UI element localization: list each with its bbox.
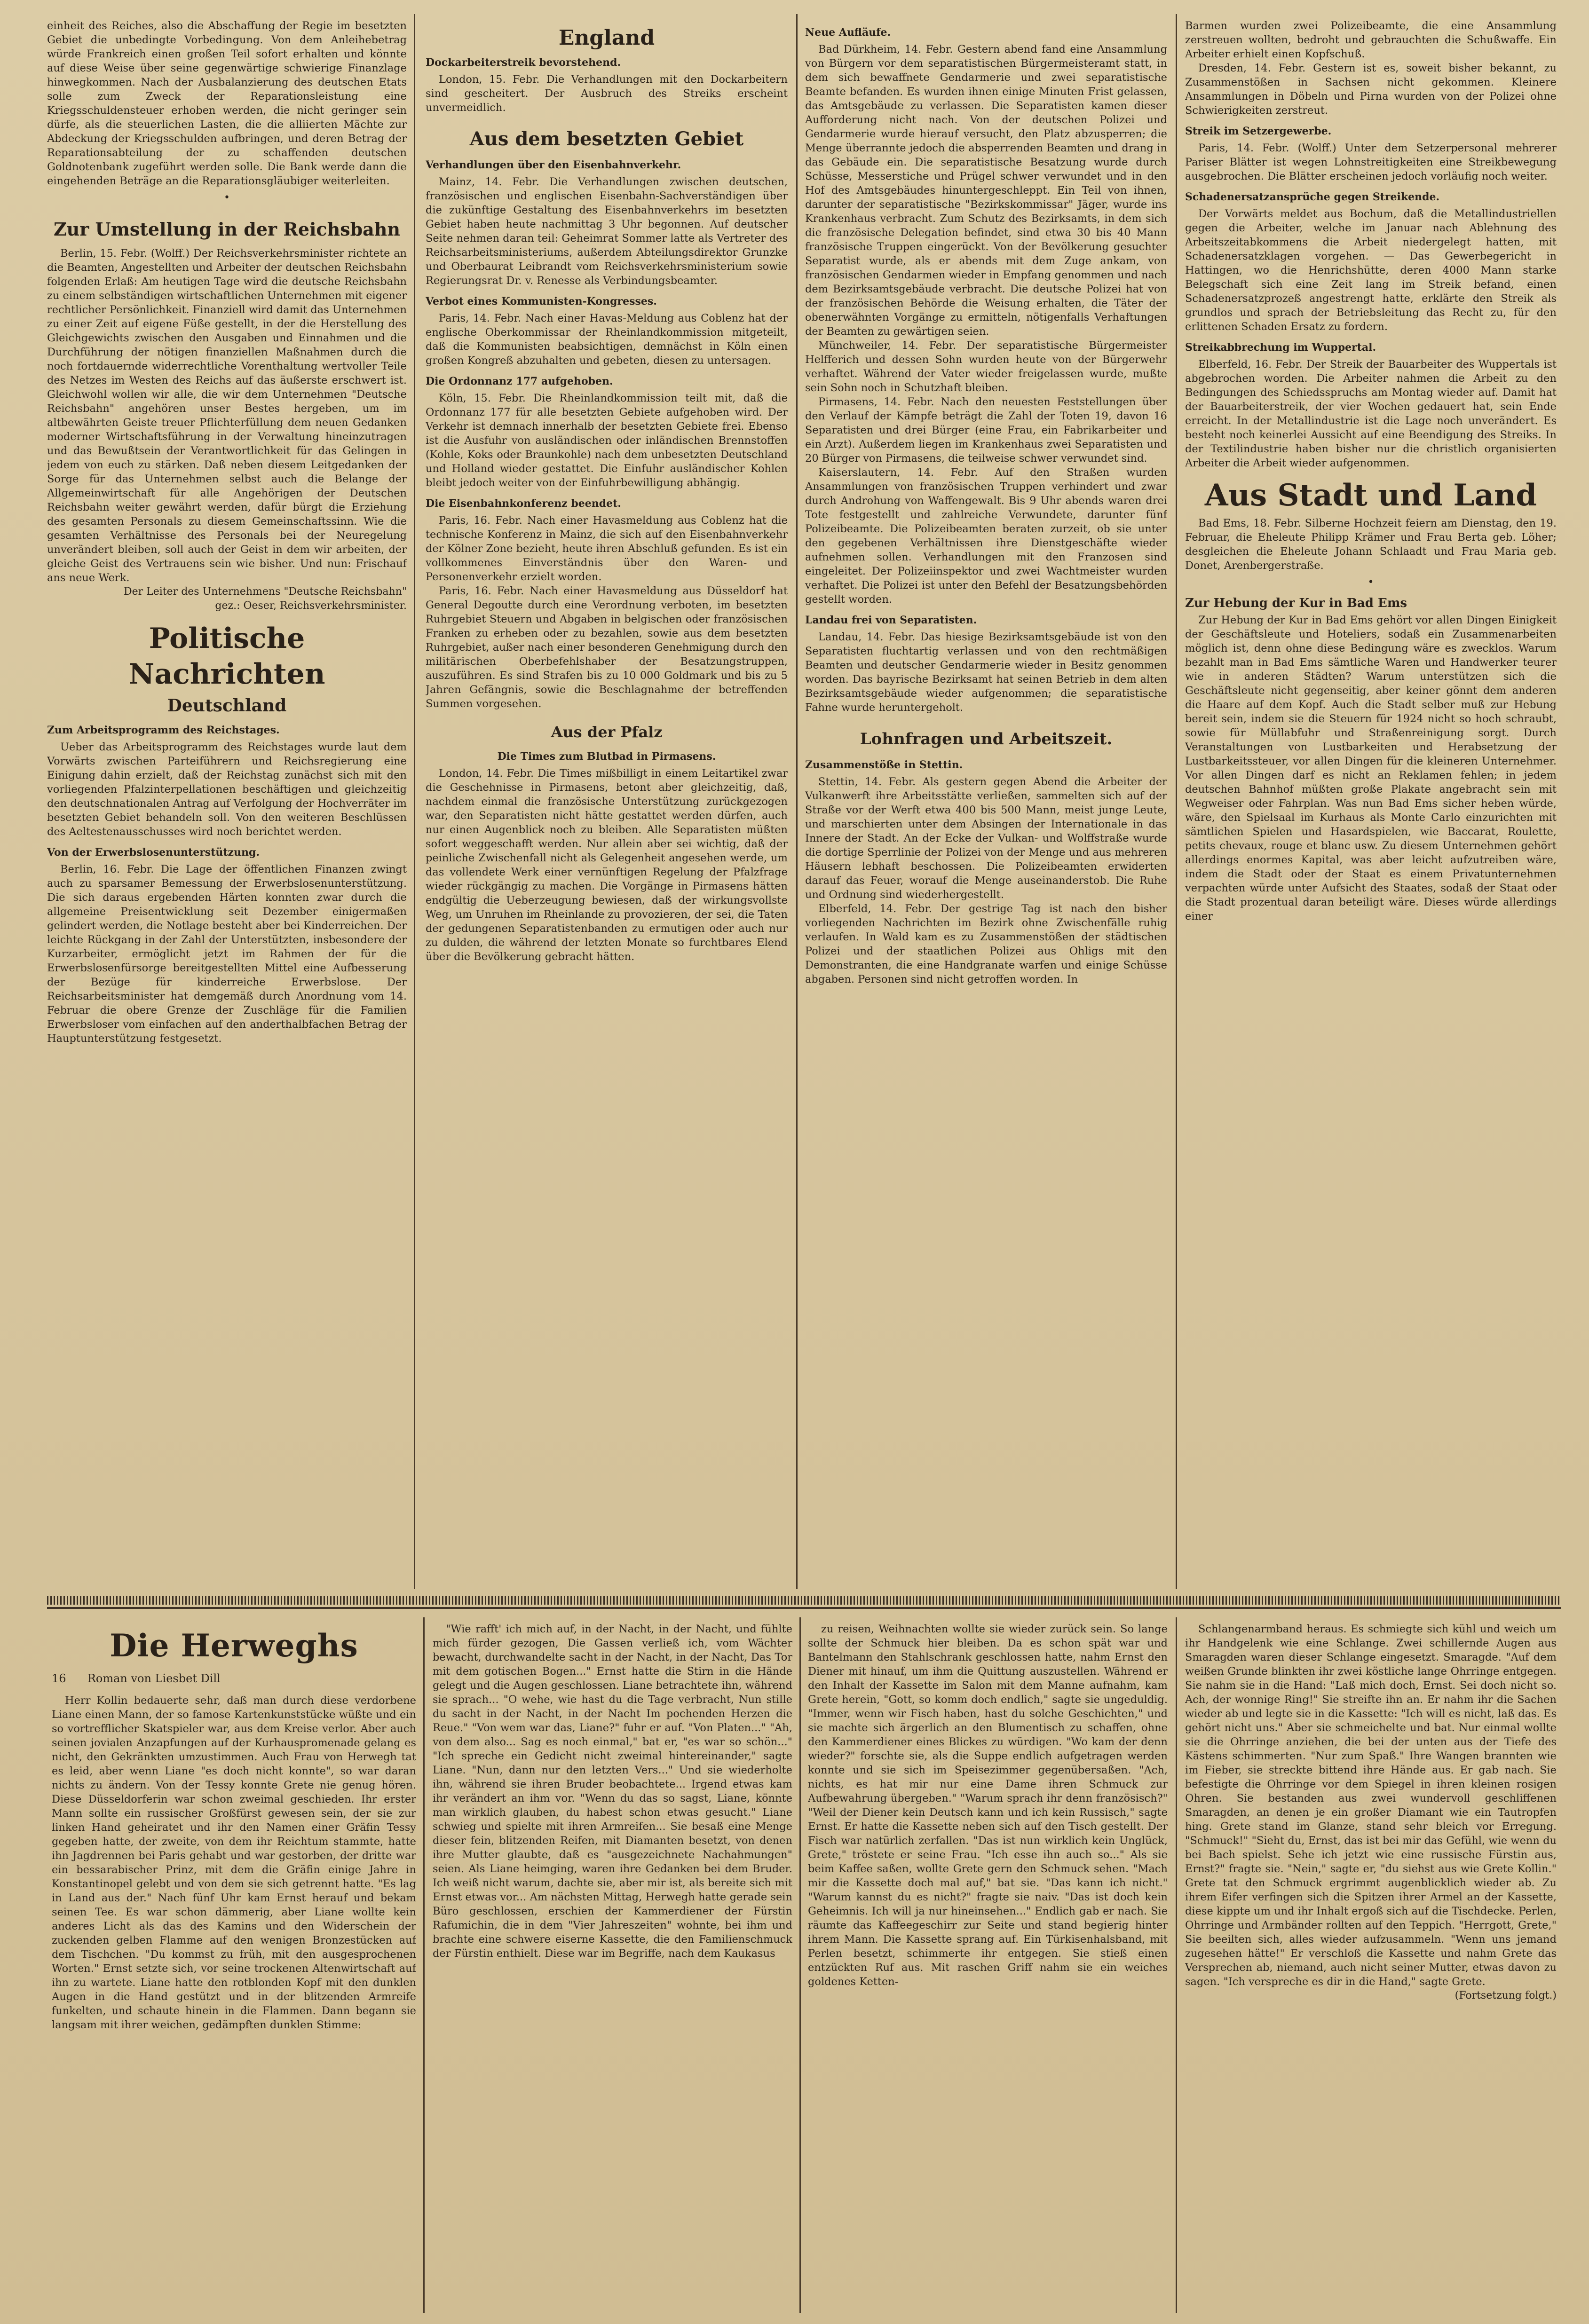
headline-ordonnanz: Die Ordonnanz 177 aufgehoben. bbox=[426, 375, 613, 387]
headline-wuppertal: Streikabbrechung im Wuppertal. bbox=[1185, 341, 1376, 354]
headline-kommunisten: Verbot eines Kommunisten-Kongresses. bbox=[426, 295, 657, 307]
article-landau: Landau, 14. Febr. Das hiesige Bezirksamtsgebäude ist von den Separatisten fluchtartig verlassen und von den rechtmäßigen Beamten und deutscher Gendarmerie wieder in Besitz genommen worden. Das bayrische Bezirksamt hat seinen Betrieb in dem alten Bezirksamtsgebäude wieder aufgenommen; die separatistische Fahne wurde heruntergeholt. bbox=[805, 631, 1167, 714]
separator-dot: • bbox=[1368, 576, 1374, 588]
article-eisenbahn: Mainz, 14. Febr. Die Verhandlungen zwischen deutschen, französischen und englischen Eisenbahn-Sachverständigen über die zukünftige Gestaltung des Eisenbahnverkehrs im besetzten Gebiet haben heute nachmittag 3 Uhr begonnen. Auf deutscher Seite nehmen daran teil: Geheimrat Sommer latte als Vertreter des Reichsarbeitsministeriums, außerdem Abteilungsdirektor Grunzke und Oberbaurat Leibrandt vom Reichsverkehrsministerium sowie Regierungsrat Dr. v. Renesse als Verbindungsbeamter. bbox=[426, 176, 788, 287]
headline-hebung: Zur Hebung der Kur in Bad Ems bbox=[1185, 596, 1407, 610]
column-rule bbox=[1176, 14, 1177, 1589]
novel-text-4: Schlangenarmband heraus. Es schmiegte sich kühl und weich um ihr Handgelenk wie eine Schlange. Zwei schillernde Augen aus Smaragden waren dieser Schlange eingesetzt. Smaragde. "Auf dem weißen Grunde blinkten ihr zwei köstliche lange Ohrringe entgegen. Sie nahm sie in die Hand: "Laß mich doch, Ernst. Sei doch nicht so. Ach, der wonnige Ring!" Sie streifte ihn an. Er nahm ihr die Sachen wieder ab und legte sie in die Kassette: "Ich will es nicht, laß das. Es gehört nicht uns." Aber sie schmeichelte und bat. Nur einmal wollte sie die Ohrringe anziehen, die bei der unten aus der Tiefe des Kästens schimmerten. "Nur zum Spaß." Ihre Wangen brannten wie im Fieber, sie streckte bittend ihre Hände aus. Er gab nach. Sie befestigte die Ohrringe vor dem Spiegel in ihren kleinen rosigen Ohren. Sie bestanden aus zwei wundervoll geschliffenen Smaragden, an denen je ein großer Diamant wie ein Tautropfen hing. Grete stand im Glanze, stand sehr bleich vor Erregung. "Schmuck!" "Sieht du, Ernst, das ist bei mir das Gefühl, wie wenn du bei Bach spielst. Sehe ich jetzt wie eine russische Fürstin aus, Ernst?" fragte sie. "Nein," sagte er, "du siehst aus wie Grete Kollin." Grete tat den Schmuck ergrimmt augenblicklich wieder ab. Zu ihrem Eifer verfingen sich die Spitzen ihrer Armel an der Kassette, diese kippte um und ihr Inhalt ergoß sich auf die Tischdecke. Perlen, Ohrringe und Armbänder rollten auf den Teppich. "Herrgott, Grete," Sie beeilten sich, alles wieder aufzusammeln. "Wenn uns jemand zugesehen hätte!" Er verschloß die Kassette und nahm Grete das Versprechen ab, niemand, auch nicht seiner Mutter, etwas davon zu sagen. "Ich verspreche es dir in die Hand," sagte Grete. bbox=[1185, 1623, 1557, 1988]
article-wuppertal: Elberfeld, 16. Febr. Der Streik der Bauarbeiter des Wuppertals ist abgebrochen worden. Die Arbeiter nahmen die Arbeit zu den Bedingungen des Schiedsspruchs am Montag wieder auf. Damit hat der Bauarbeiterstreik, der vier Wochen gedauert hat, sein Ende erreicht. In der Metallindustrie ist die Lage noch unverändert. Es besteht noch keinerlei Aussicht auf eine Beendigung des Streiks. In der Textilindustrie haben bisher nur die christlich organisierten Arbeiter die Arbeit wieder aufgenommen. bbox=[1185, 358, 1557, 469]
feuilleton-column-3 bbox=[808, 1622, 1168, 2318]
article-ordonnanz: Köln, 15. Febr. Die Rheinlandkommission teilt mit, daß die Ordonnanz 177 für alle besetzten Gebiete aufgehoben wird. Der Verkehr ist demnach innerhalb der besetzten Gebiete frei. Ebenso ist die Ausfuhr von ausländischen oder inländischen Brennstoffen (Kohle, Koks oder Braunkohle) nach dem unbesetzten Deutschland und Holland wieder gestattet. Die Einfuhr ausländischer Kohlen bleibt jedoch weiter von der Einfuhrbewilligung abhängig. bbox=[426, 392, 788, 489]
feuilleton-column-1 bbox=[52, 1617, 416, 2318]
headline-landau: Landau frei von Separatisten. bbox=[805, 614, 977, 626]
article-continuation-barmen: Barmen wurden zwei Polizeibeamte, die eine Ansammlung zerstreuen wollten, bedroht und gebrauchten die Schußwaffe. Ein Arbeiter erhielt einen Kopfschuß. bbox=[1185, 20, 1557, 60]
headline-stettin: Zusammenstöße in Stettin. bbox=[805, 759, 963, 771]
article-times: London, 14. Febr. Die Times mißbilligt in einem Leitartikel zwar die Geschehnisse in Pirmasens, betont aber gleichzeitig, daß, nachdem einmal die französische Unterstützung zurückgezogen war, den Separatisten nicht hätte gestattet werden dürfen, auch nur einen Augenblick noch zu bleiben. Alle Separatisten müßten sofort weggeschafft werden. Nur allein aber sei wichtig, daß der peinliche Zwischenfall nicht als Gelegenheit angesehen werde, um das vollendete Werk einer vernünftigen Regelung der Pfalzfrage wieder rückgängig zu machen. Die Vorgänge in Pirmasens hätten endgültig die Ueberzeugung bewiesen, daß der wirkungsvollste Weg, um Unruhen im Rheinlande zu provozieren, der sei, die Taten der gedungenen Separatistenbanden zu ermutigen oder auch nur zu dulden, die während der letzten Monate so furchtbares Elend über die Bevölkerung gebracht hätten. bbox=[426, 767, 788, 963]
novel-author: Roman von Liesbet Dill bbox=[87, 1672, 221, 1685]
article-reichsbahn: Berlin, 15. Febr. (Wolff.) Der Reichsverkehrsminister richtete an die Beamten, Angestellten und Arbeiter der deutschen Reichsbahn folgenden Erlaß: Am heutigen Tage wird die deutsche Reichsbahn zu einem selbständigen wirtschaftlichen Unternehmen mit eigener rechtlicher Persönlichkeit. Finanziell wird damit das Unternehmen zu einer Zeit auf eigene Füße gestellt, in der die Herstellung des Gleichgewichts zwischen den Ausgaben und Einnahmen und die Durchführung der nötigen finanziellen Maßnahmen durch die noch fortdauernde widerrechtliche Vorenthaltung wertvoller Teile des Netzes im Westen des Reichs auf das äußerste erschwert ist. Gleichwohl wollen wir alle, die wir dem Unternehmen "Deutsche Reichsbahn" angehören unser Bestes hergeben, um im altbewährten Geiste treuer Pflichterfüllung dem neuen Gedanken moderner Wirtschaftsführung in der Verwaltung hineinzutragen und das Bewußtsein der Verantwortlichkeit für das Gelingen in jedem von euch zu stärken. Daß neben diesem Leitgedanken der Sorge für das Unternehmen selbst auch die Belange der Allgemeinwirtschaft für alle Angehörigen der Deutschen Reichsbahn weiter gewährt werden, dafür bürgt die Erziehung des gesamten Personals zu diesem Gemeinschaftssinn. Wie die gesamten Verhältnisse des Personals bei der Neuregelung unverändert bleiben, soll auch der Geist in dem wir arbeiten, der gleiche Geist des Vertrauens sein wie bisher. Und nun: Frischauf ans neue Werk. bbox=[47, 247, 407, 584]
article-hebung: Zur Hebung der Kur in Bad Ems gehört vor allen Dingen Einigkeit der Geschäftsleute und Hoteliers, sodaß ein Zusammenarbeiten möglich ist, denn ohne diese Bedingung wäre es zwecklos. Warum bezahlt man in Bad Ems sämtliche Waren und Handwerker teurer wie in anderen Städten? Warum unterstützen sich die Geschäftsleute nicht gegenseitig, aber keiner gönnt dem anderen die Haare auf dem Kopf. Auch die Stadt selber muß zur Hebung bereit sein, indem sie die Steuern für 1924 nicht so hoch schraubt, sowie für Müllabfuhr und Straßenreinigung sorgt. Durch Veranstaltungen von Lustbarkeiten und Herabsetzung der Lustbarkeitssteuer, vor allen Dingen für die kleineren Unternehmer. Vor allen Dingen darf es nicht an Reklamen fehlen; in jedem deutschen Bahnhof müßten große Plakate angebracht sein mit Wegweiser oder Fahrplan. Was nun Bad Ems sicher heben würde, wäre, den Spielsaal im Kurhaus als Monte Carlo einzurichten mit sämtlichen Spielen und Hasardspielen, wie Baccarat, Roulette, petits chevaux, rouge et blanc usw. Zu diesem Unternehmen gehört allerdings enormes Kapital, was aber leicht aufzutreiben wäre, indem die Stadt oder der Staat es einem Privatunternehmen verpachten würde unter Aufsicht des Staates, sodaß der Staat oder die Stadt prozentual daran beteiligt wäre. Dieses würde allerdings einer bbox=[1185, 614, 1557, 922]
article-elberfeld: Elberfeld, 14. Febr. Der gestrige Tag ist nach den bisher vorliegenden Nachrichten im Bezirk ohne Zwischenfälle ruhig verlaufen. In Wald kam es zu Zusammenstößen der städtischen Polizei und der staatlichen Polizei aus Ohligs mit den Demonstranten, die eine Handgranate warfen und einige Schüsse abgaben. Personen sind nicht getroffen worden. In bbox=[805, 903, 1167, 985]
article-bad-ems: Bad Ems, 18. Febr. Silberne Hochzeit feiern am Dienstag, den 19. Februar, die Eheleute Philipp Krämer und Frau Berta geb. Löher; desgleichen die Eheleute Johann Schlaadt und Frau Maria geb. Donet, Arenbergerstraße. bbox=[1185, 517, 1557, 572]
article-stettin: Stettin, 14. Febr. Als gestern gegen Abend die Arbeiter der Vulkanwerft ihre Arbeitsstätte verließen, sammelten sich auf der Straße vor der Werft etwa 400 bis 500 Mann, meist junge Leute, und marschierten unter dem Absingen der Internationale in das Innere der Stadt. An der Ecke der Vulkan- und Wolffstraße wurde die dortige Sperrlinie der Polizei von der Menge und aus mehreren Häusern lebhaft beschossen. Die Polizeibeamten erwiderten darauf das Feuer, worauf die Menge auseinanderstob. Die Ruhe und Ordnung sind wiederhergestellt. bbox=[805, 776, 1167, 901]
headline-schaden: Schadenersatzansprüche gegen Streikende. bbox=[1185, 191, 1440, 203]
headline-erwerbslosen: Von der Erwerbslosenunterstützung. bbox=[47, 846, 260, 859]
headline-times: Die Times zum Blutbad in Pirmasens. bbox=[497, 750, 716, 763]
headline-eisenbahn: Verhandlungen über den Eisenbahnverkehr. bbox=[426, 159, 681, 171]
novel-title: Die Herweghs bbox=[110, 1627, 358, 1664]
article-kaiserslautern: Kaiserslautern, 14. Febr. Auf den Straßen wurden Ansammlungen von französischen Truppen verhindert und zwar durch Androhung von Waffengewalt. Bis 9 Uhr abends waren drei Tote festgestellt und zahlreiche Verwundete, darunter fünf Polizeibeamte. Die Polizeibeamten beraten zurzeit, ob sie unter den gegebenen Verhältnissen ihre Dienstgeschäfte wieder aufnehmen sollen. Verhandlungen mit den Franzosen sind eingeleitet. Der Polizeiinspektor und zwei Wachtmeister wurden verhaftet. Die Polizei ist unter den Befehl der Besatzungsbehörden gestellt worden. bbox=[805, 466, 1167, 606]
column-rule bbox=[799, 1617, 801, 2313]
headline-neue: Neue Aufläufe. bbox=[805, 26, 891, 39]
column-4 bbox=[1185, 19, 1557, 1589]
novel-text-1: Herr Kollin bedauerte sehr, daß man durch diese verdorbene Liane einen Mann, der so famose Kartenkunststücke wüßte und ein so vortrefflicher Skatspieler war, aus dem Kreise verlor. Aber auch seinen jovialen Anzapfungen auf der Kurhauspromenade gelang es nicht, den Gekränkten umzustimmen. Auch Frau von Herwegh tat es leid, aber wenn Liane "es doch nicht konnte", so war daran nichts zu ändern. Von der Tessy konnte Grete nie genug hören. Diese Düsseldorferin war schon zweimal geschieden. Ihr erster Mann sollte ein russischer Großfürst gewesen sein, der sie zur linken Hand geheiratet und ihr den Namen einer Gräfin Tessy gegeben hatte, der zweite, von dem ihr Reichtum stammte, hatte ihn Jagdrennen bei Paris gehabt und war gestorben, der dritte war ein bessarabischer Prinz, mit dem die Gräfin einige Jahre in Konstantinopel gelebt und von dem sie sich getrennt hatte. "Es lag in Land aus der." Nach fünf Uhr kam Ernst herauf und bekam seinen Tee. Es war schon dämmerig, aber Liane wollte kein anderes Licht als das des Kamins und den Widerschein der zuckenden gelben Flamme auf den wenigen Bronzestücken auf dem Tischchen. "Du kommst zu früh, mit den ausgesprochenen Worten." Ernst setzte sich, vor seine trockenen Altenwirtschaft auf ihn zu wartete. Liane hatte den rotblonden Kopf mit den dunklen Augen in die Hand gestützt und in der blitzenden Armreife funkelten, und schaute hinein in die Flammen. Dann begann sie langsam mit ihrer weichen, gedämpften dunklen Stimme: bbox=[52, 1694, 416, 2031]
section-rule bbox=[47, 1607, 1561, 1609]
headline-pfalz: Aus der Pfalz bbox=[551, 723, 663, 741]
article-schaden: Der Vorwärts meldet aus Bochum, daß die Metallindustriellen gegen die Arbeiter, welche im Januar nach Ablehnung des Arbeitszeitabkommens die Arbeit niedergelegt hatten, mit Schadenersatzklagen vorgehen. — Das Gewerbegericht in Hattingen, wo die Henrichshütte, deren 4000 Mann starke Belegschaft sich eine Zeit lang im Streik befand, einen Schadenersatzprozeß angestrengt hatte, erklärte den Streik als grundlos und sprach der Betriebsleitung das Recht zu, für den erlittenen Schaden Ersatz zu fordern. bbox=[1185, 208, 1557, 333]
article-konferenz-2: Paris, 16. Febr. Nach einer Havasmeldung aus Düsseldorf hat General Degoutte durch eine Verordnung verboten, im besetzten Ruhrgebiet Steuern und Abgaben in belgischen oder französischen Franken zu erheben oder zu bezahlen, sowie aus dem besetzten Ruhrgebiet, außer nach einer besonderen Genehmigung durch den militärischen Oberbefehlshaber der Besatzungstruppen, auszuführen. Es sind Strafen bis zu 10 000 Goldmark und bis zu 5 Jahren Gefängnis, sowie die Beschlagnahme der betreffenden Summen vorgesehen. bbox=[426, 585, 788, 710]
headline-reichsbahn: Zur Umstellung in der Reichsbahn bbox=[53, 219, 401, 240]
article-arbeitsprogramm: Ueber das Arbeitsprogramm des Reichstages wurde laut dem Vorwärts zwischen Parteiführern und Reichsregierung eine Einigung dahin erzielt, daß der Reichstag zunächst sich mit den vorliegenden Pfalzinterpellationen beschäftigen und gleichzeitig den deutschnationalen Antrag auf Verfolgung der Hochverräter im besetzten Gebiet behandeln soll. Von den weiteren Beschlüssen des Aeltestenausschusses wird noch berichtet werden. bbox=[47, 741, 407, 838]
article-dock: London, 15. Febr. Die Verhandlungen mit den Dockarbeitern sind gescheitert. Der Ausbruch des Streiks erscheint unvermeidlich. bbox=[426, 73, 788, 114]
headline-lohn: Lohnfragen und Arbeitszeit. bbox=[860, 730, 1113, 748]
headline-konferenz: Die Eisenbahnkonferenz beendet. bbox=[426, 497, 621, 510]
continuation-note: (Fortsetzung folgt.) bbox=[1455, 1990, 1557, 2001]
column-rule bbox=[796, 14, 798, 1589]
article-setzer: Paris, 14. Febr. (Wolff.) Unter dem Setzerpersonal mehrerer Pariser Blätter ist wegen Lohnstreitigkeiten eine Streikbewegung ausgebrochen. Die Blätter erscheinen jedoch vorläufig noch weiter. bbox=[1185, 142, 1557, 182]
article-dresden: Dresden, 14. Febr. Gestern ist es, soweit bisher bekannt, zu Zusammenstößen in Sachsen nicht gekommen. Kleinere Ansammlungen in Döbeln und Pirna wurden von der Polizei ohne Schwierigkeiten zerstreut. bbox=[1185, 62, 1557, 117]
headline-arbeitsprogramm: Zum Arbeitsprogramm des Reichstages. bbox=[47, 724, 280, 736]
column-3 bbox=[805, 19, 1167, 1589]
feuilleton-column-2 bbox=[433, 1622, 792, 2318]
headline-besetzt: Aus dem besetzten Gebiet bbox=[469, 128, 744, 150]
column-2 bbox=[426, 19, 788, 1589]
novel-text-3: zu reisen, Weihnachten wollte sie wieder zurück sein. So lange sollte der Schmuck hier bleiben. Da es schon spät war und Bantelmann den Stahlschrank geschlossen hatte, nahm Ernst den Diener mit hinauf, um ihm die Quittung auszustellen. Während er den Inhalt der Kassette im Salon mit dem Manne aufnahm, kam Grete herein, "Gott, so komm doch endlich," sagte sie ungeduldig. "Immer, wenn wir Fisch haben, hast du solche Geschichten," und sie machte sich ärgerlich an den Blumentisch zu schaffen, ohne den Kammerdiener eines Blickes zu würdigen. "Wo kam der denn wieder?" forschte sie, als die Suppe endlich aufgetragen werden konnte und sie sich im Speisezimmer gegenübersaßen. "Ach, nichts, es hat mir nur eine Dame ihren Schmuck zur Aufbewahrung übergeben." "Warum sprach ihr denn französisch?" "Weil der Diener kein Deutsch kann und ich kein Russisch," sagte Ernst. Er hatte die Kassette neben sich auf den Tisch gestellt. Der Fisch war natürlich zerfallen. "Das ist nun wirklich kein Unglück, Grete," tröstete er seine Frau. "Ich esse ihn auch so..." Als sie beim Kaffee saßen, wollte Grete gern den Schmuck sehen. "Mach mir die Kassette doch mal auf," bat sie. "Das kann ich nicht." "Warum kannst du es nicht?" fragte sie naiv. "Das ist doch kein Geheimnis. Ich will ja nur hineinsehen..." Endlich gab er nach. Sie räumte das Kaffeegeschirr zur Seite und stand begierig hinter ihrem Mann. Die Kassette sprang auf. Ein Türkisenhalsband, mit Perlen besetzt, schimmerte ihr entgegen. Sie stieß einen entzückten Ruf aus. Mit raschen Griff nahm sie ein weiches goldenes Ketten- bbox=[808, 1623, 1168, 1988]
episode-number: 16 bbox=[52, 1672, 66, 1685]
headline-dock: Dockarbeiterstreik bevorstehend. bbox=[426, 56, 621, 69]
section-heading-stadt-land: Aus Stadt und Land bbox=[1204, 478, 1537, 513]
section-divider bbox=[47, 1596, 1561, 1605]
article-konferenz: Paris, 16. Febr. Nach einer Havasmeldung aus Coblenz hat die technische Konferenz in Mainz, die sich auf den Eisenbahnverkehr der Kölner Zone bezieht, heute ihren Abschluß gefunden. Es ist ein vollkommenes Einverständnis über den Waren- und Personenverkehr erzielt worden. bbox=[426, 514, 788, 583]
column-rule bbox=[423, 1617, 425, 2313]
novel-byline bbox=[52, 1671, 416, 1686]
section-heading-england: England bbox=[558, 26, 655, 50]
article-muenchweiler: Münchweiler, 14. Febr. Der separatistische Bürgermeister Helfferich und dessen Sohn wurden heute von der Bürgerwehr verhaftet. Während der Vater wieder freigelassen wurde, mußte sein Sohn noch in Schutzhaft bleiben. bbox=[805, 339, 1167, 394]
headline-setzer: Streik im Setzergewerbe. bbox=[1185, 125, 1332, 137]
column-rule bbox=[414, 14, 415, 1589]
signature-line-1: Der Leiter des Unternehmens "Deutsche Reichsbahn" bbox=[123, 586, 407, 598]
subsection-heading-germany: Deutschland bbox=[167, 696, 287, 716]
article-neue: Bad Dürkheim, 14. Febr. Gestern abend fand eine Ansammlung von Bürgern vor dem separatistischen Bürgermeisteramt statt, in dem sich bewaffnete Gendarmerie und zwei separatistische Beamte befanden. Es wurden ihnen einige Minuten Frist gelassen, das Amtsgebäude zu verlassen. Die Separatisten kamen dieser Aufforderung nicht nach. Von der deutschen Polizei und Gendarmerie wurde hierauf versucht, den Platz abzusperren; die Menge überrannte jedoch die absperrenden Beamten und drang in das Gebäude ein. Die separatistische Besatzung wurde durch Schüsse, Messerstiche und Prügel schwer verwundet und in den Hof des Amtsgebäudes hinuntergeschleppt. Ein Teil von ihnen, darunter der separatistische "Bezirkskommissar" Jäger, wurde ins Krankenhaus verbracht. Zum Schutz des Bezirksamts, in dem sich die französische Delegation befindet, sind etwa 30 bis 40 Mann französische Truppen eingerückt. Von der Bevölkerung gesuchter Separatist wurde, als er abends mit dem Zuge ankam, von französischen Gendarmen wieder in Empfang genommen und nach dem Bezirksamtsgebäude verbracht. Die deutsche Polizei hat von der französischen Behörde die Weisung erhalten, die Täter der obenerwähnten Vorgänge zu ermitteln, nötigenfalls Verhaftungen der Beamten zu gewärtigen seien. bbox=[805, 43, 1167, 338]
column-1 bbox=[47, 19, 407, 1589]
column-rule bbox=[1176, 1617, 1177, 2313]
signature-line-2: gez.: Oeser, Reichsverkehrsminister. bbox=[215, 600, 407, 612]
feuilleton-column-4 bbox=[1185, 1622, 1557, 2318]
section-heading-politics: Politische Nachrichten bbox=[128, 622, 325, 691]
article-continuation: einheit des Reiches, also die Abschaffung der Regie im besetzten Gebiet die unbedingte Vorbedingung. Von dem Anleihebetrag würde Frankreich einen großen Teil sofort erhalten und könnte auf diese Weise über seine gegenwärtige schwierige Finanzlage hinwegkommen. Nach der Ausbalanzierung des deutschen Etats solle zum Zweck der Reparationsleistung eine Kriegsschuldensteuer erhoben werden, die nicht geringer sein dürfe, als die steuerlichen Lasten, die die alliierten Mächte zur Abdeckung der Kriegsschulden aufbringen, und deren Betrag der Reparationsabteilung der zu schaffenden deutschen Goldnotenbank zugeführt werden solle. Die Bank werde dann die eingehenden Beträge an die Reparationsgläubiger weiterleiten. bbox=[47, 20, 407, 187]
article-kommunisten: Paris, 14. Febr. Nach einer Havas-Meldung aus Coblenz hat der englische Oberkommissar der Rheinlandkommission mitgeteilt, daß die Kommunisten beabsichtigen, demnächst in Köln einen großen Kongreß abzuhalten und gebeten, diesen zu untersagen. bbox=[426, 312, 788, 367]
separator-dot: • bbox=[224, 192, 230, 204]
novel-text-2: "Wie rafft' ich mich auf, in der Nacht, in der Nacht, und fühlte mich fürder gezogen, Die Gassen verließ ich, vom Wächter bewacht, durchwandelte sacht in der Nacht, in der Nacht, Das Tor mit dem gotischen Bogen..." Ernst hatte die Stirn in die Hände gelegt und die Augen geschlossen. Liane betrachtete ihn, während sie sprach... "O wehe, wie hast du die Tage verbracht, Nun stille du sacht in der Nacht, in der Nacht Im pochenden Herzen die Reue." "Von wem war das, Liane?" fuhr er auf. "Von Platen..." "Ah, von dem also... Sag es noch einmal," bat er, "es war so schön..." "Ich spreche ein Gedicht nicht zweimal hintereinander," sagte Liane. "Nun, dann nur den letzten Vers..." Und sie wiederholte ihn, während sie ihren Bruder beobachtete... Irgend etwas kam ihr verändert an ihm vor. "Wenn du das so sagst, Liane, könnte man wirklich glauben, du habest schon etwas gesucht." Liane schwieg und spielte mit ihren Armreifen... Sie besaß eine Menge dieser fein, blitzenden Reifen, mit Diamanten besetzt, von denen ihre Mutter glaubte, daß es "ausgezeichnete Nachahmungen" seien. Als Liane heimging, waren ihre Gedanken bei dem Bruder. Ich weiß nicht warum, dachte sie, aber mir ist, als bereite sich mit Ernst etwas vor... Am nächsten Mittag, Herwegh hatte gerade sein Büro geschlossen, erschien der Kammerdiener der Fürstin Rafumichin, die in dem "Vier Jahreszeiten" wohnte, bei ihm und brachte eine schwere eiserne Kassette, die den Familienschmuck der Fürstin enthielt. Diese war im Begriffe, nach dem Kaukasus bbox=[433, 1623, 792, 1960]
article-erwerbslosen: Berlin, 16. Febr. Die Lage der öffentlichen Finanzen zwingt auch zu sparsamer Bemessung der Erwerbslosenunterstützung. Die sich daraus ergebenden Härten konnten zwar durch die allgemeine Preisentwicklung seit Dezember einigermaßen gelindert werden, die Notlage besteht aber bei Kinderreichen. Der leichte Rückgang in der Zahl der Unterstützten, insbesondere der Kurzarbeiter, ermöglicht jetzt im Rahmen der für die Erwerbslosenfürsorge bereitgestellten Mittel eine Aufbesserung der Bezüge für kinderreiche Erwerbslose. Der Reichsarbeitsminister hat demgemäß durch Anordnung vom 14. Februar die obere Grenze der Zuschläge für die Familien Erwerbsloser vom einfachen auf den anderthalbfachen Betrag der Hauptunterstützung festgesetzt. bbox=[47, 863, 407, 1045]
article-pirmasens: Pirmasens, 14. Febr. Nach den neuesten Feststellungen über den Verlauf der Kämpfe beträgt die Zahl der Toten 19, davon 16 Separatisten und drei Bürger (eine Frau, ein Fabrikarbeiter und ein Arzt). Außerdem liegen im Krankenhaus zwei Separatisten und 20 Bürger von Pirmasens, die teilweise schwer verwundet sind. bbox=[805, 396, 1167, 465]
